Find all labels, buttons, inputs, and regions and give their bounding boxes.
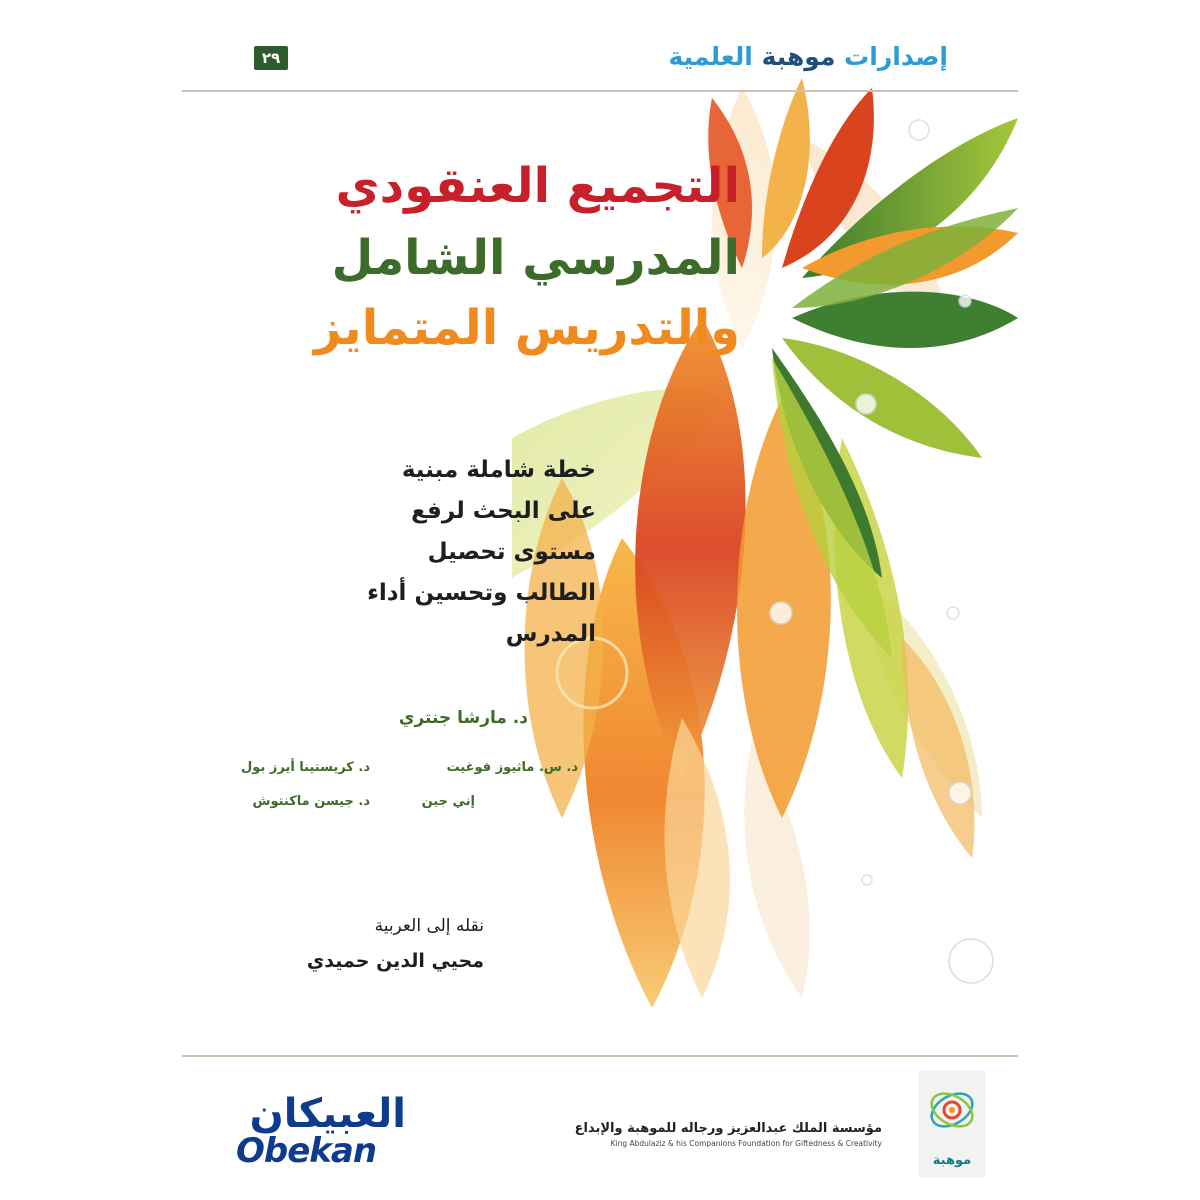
subtitle-line: خطة شاملة مبنية — [401, 457, 596, 483]
title-line-3: والتدريس المتمايز — [313, 300, 740, 356]
title-line-1: التجميع العنقودي — [335, 158, 740, 214]
foundation-name — [575, 1121, 882, 1148]
publisher-logo — [236, 1089, 406, 1173]
book-cover — [182, 18, 1018, 1190]
subtitle-line: مستوى تحصيل — [427, 539, 596, 565]
series-part3: العلمية — [668, 42, 753, 71]
translator-label: نقله إلى العربية — [374, 916, 484, 936]
mawhiba-logo — [918, 1070, 986, 1178]
publisher-arabic-name: العبيكان — [249, 1091, 406, 1137]
subtitle-line: على البحث لرفع — [411, 498, 596, 524]
foundation-english-name: King Abdulaziz & his Companions Foundation for Giftedness & Creativity — [610, 1139, 882, 1148]
subtitle-line: المدرس — [505, 621, 596, 647]
main-author: د. مارشا جنتري — [398, 708, 528, 728]
series-title — [668, 42, 948, 71]
series-part1: إصدارات — [844, 42, 948, 71]
publisher-english-name: Obekan — [236, 1131, 377, 1171]
title-line-2: المدرسي الشامل — [331, 230, 740, 286]
foundation-arabic-name: مؤسسة الملك عبدالعزيز ورجاله للموهبة والإبداع — [574, 1121, 882, 1136]
co-author: إني جين — [421, 794, 475, 809]
translator-block — [307, 916, 484, 972]
co-author: د. جيسن ماكنتوش — [252, 794, 370, 809]
co-author: د. كريستينا أيرز بول — [241, 760, 370, 775]
mawhiba-logo-label: موهبة — [932, 1153, 972, 1168]
subtitle-line: الطالب وتحسين أداء — [367, 580, 596, 606]
bottom-rule — [182, 1055, 1018, 1057]
mawhiba-emblem-icon — [922, 1080, 982, 1140]
top-rule — [182, 90, 1018, 92]
series-part2: موهبة — [761, 42, 836, 71]
subtitle-block — [367, 450, 596, 655]
volume-number-badge: ٢٩ — [254, 46, 288, 70]
co-author: د. س. ماثيوز فوغيت — [446, 760, 578, 775]
translator-name: محيي الدين حميدي — [306, 950, 484, 972]
